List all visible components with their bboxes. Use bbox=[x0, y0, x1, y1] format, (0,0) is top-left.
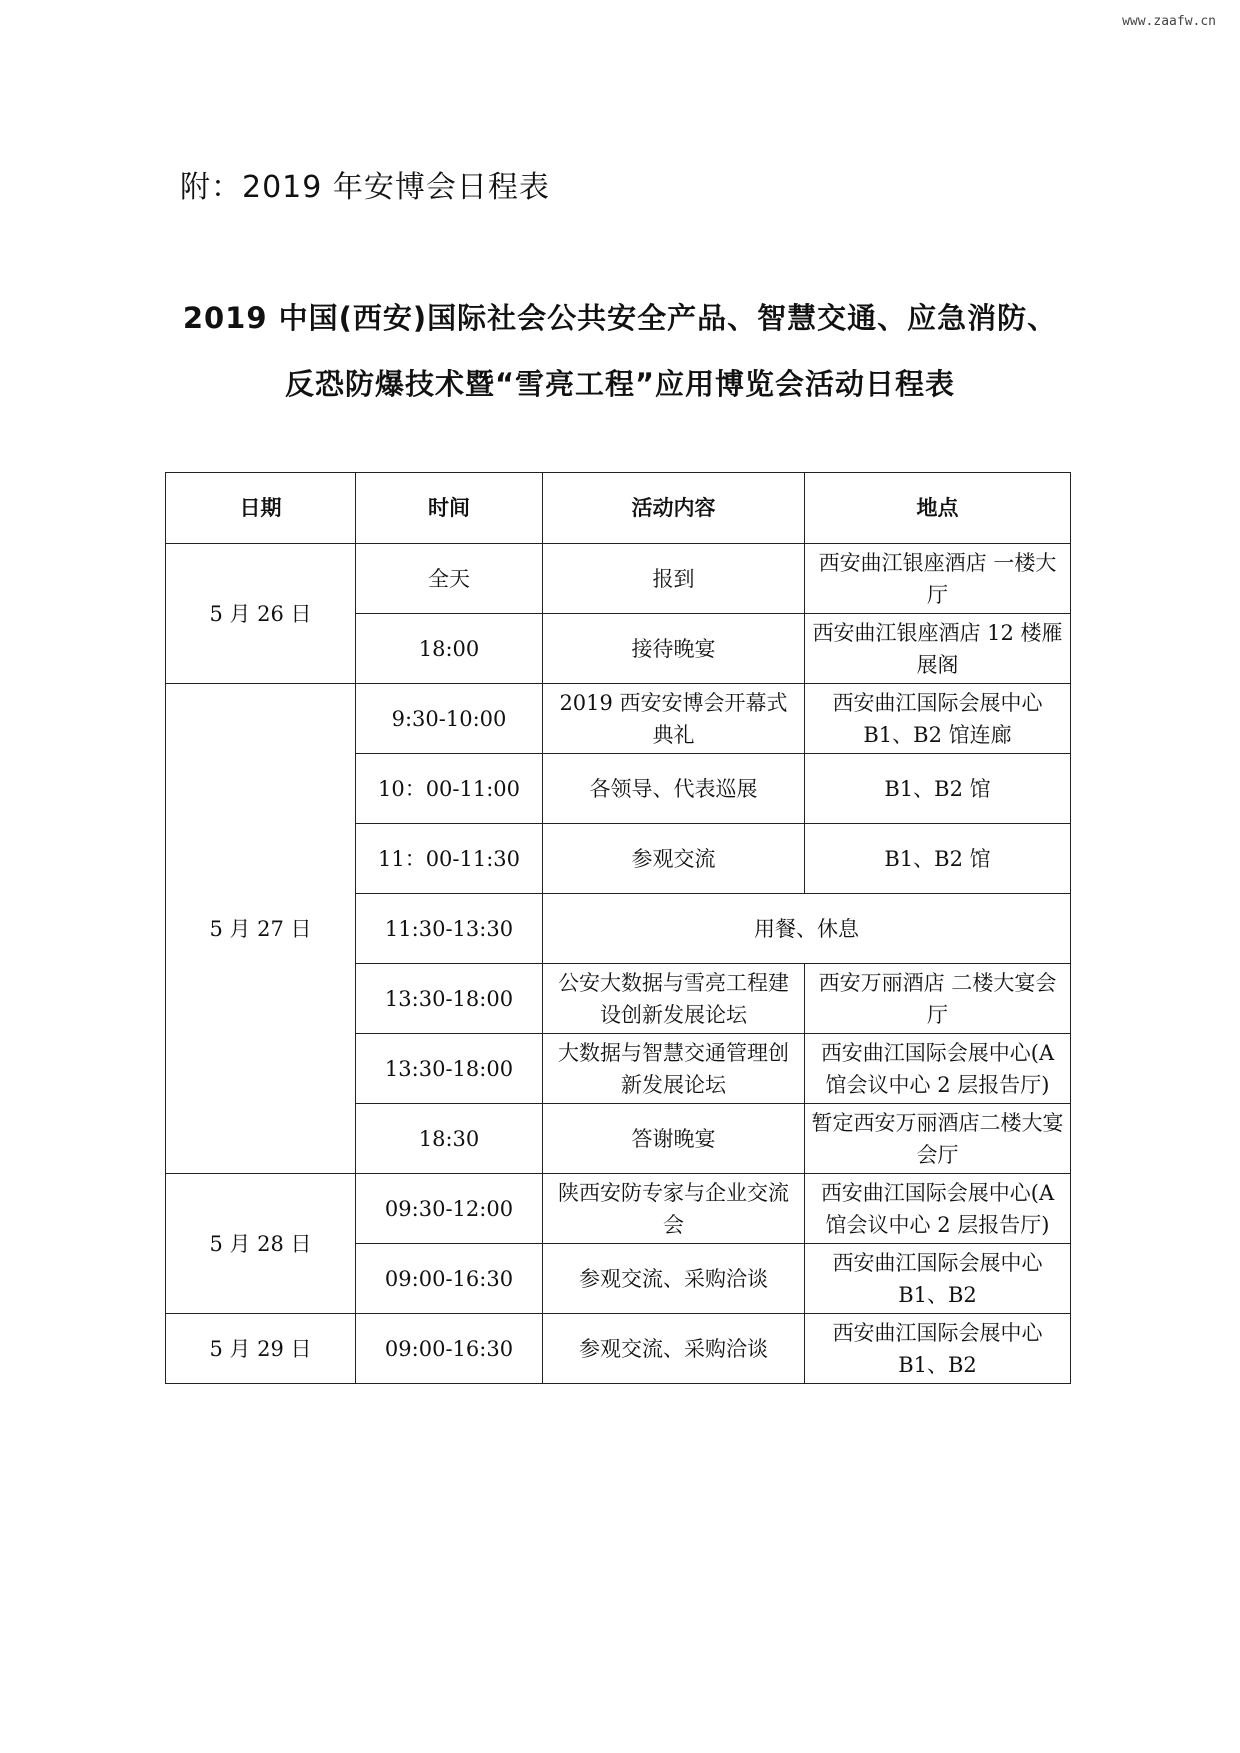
table-row bbox=[166, 1174, 1071, 1244]
date-cell: 5 月 29 日 bbox=[166, 1314, 356, 1384]
location-cell: 西安曲江银座酒店 12 楼雁展阁 bbox=[805, 614, 1071, 684]
location-cell: 西安曲江国际会展中心 B1、B2 馆连廊 bbox=[805, 684, 1071, 754]
header-location: 地点 bbox=[805, 473, 1071, 544]
location-cell: 西安曲江银座酒店 一楼大厅 bbox=[805, 544, 1071, 614]
location-cell: 暂定西安万丽酒店二楼大宴会厅 bbox=[805, 1104, 1071, 1174]
document-title-line1: 2019 中国(西安)国际社会公共安全产品、智慧交通、应急消防、 bbox=[182, 301, 1058, 335]
document-title-line2: 反恐防爆技术暨“雪亮工程”应用博览会活动日程表 bbox=[284, 367, 956, 401]
table-row bbox=[166, 544, 1071, 614]
time-cell: 18:30 bbox=[356, 1104, 543, 1174]
time-cell: 09:00-16:30 bbox=[356, 1314, 543, 1384]
activity-cell: 接待晚宴 bbox=[543, 614, 805, 684]
location-cell: 西安曲江国际会展中心(A 馆会议中心 2 层报告厅) bbox=[805, 1034, 1071, 1104]
watermark: www.zaafw.cn bbox=[1122, 14, 1216, 29]
activity-cell: 2019 西安安博会开幕式典礼 bbox=[543, 684, 805, 754]
location-cell: 西安曲江国际会展中心(A 馆会议中心 2 层报告厅) bbox=[805, 1174, 1071, 1244]
location-cell: 西安曲江国际会展中心 B1、B2 bbox=[805, 1314, 1071, 1384]
activity-cell: 大数据与智慧交通管理创新发展论坛 bbox=[543, 1034, 805, 1104]
location-cell: 西安曲江国际会展中心 B1、B2 bbox=[805, 1244, 1071, 1314]
time-cell: 11：00-11:30 bbox=[356, 824, 543, 894]
date-cell: 5 月 26 日 bbox=[166, 544, 356, 684]
time-cell: 09:00-16:30 bbox=[356, 1244, 543, 1314]
activity-cell: 报到 bbox=[543, 544, 805, 614]
header-row bbox=[166, 473, 1071, 544]
time-cell: 13:30-18:00 bbox=[356, 1034, 543, 1104]
header-activity: 活动内容 bbox=[543, 473, 805, 544]
activity-cell: 用餐、休息 bbox=[543, 894, 1071, 964]
date-cell: 5 月 27 日 bbox=[166, 684, 356, 1174]
time-cell: 11:30-13:30 bbox=[356, 894, 543, 964]
schedule-table bbox=[165, 472, 1071, 1384]
activity-cell: 公安大数据与雪亮工程建设创新发展论坛 bbox=[543, 964, 805, 1034]
activity-cell: 答谢晚宴 bbox=[543, 1104, 805, 1174]
time-cell: 10：00-11:00 bbox=[356, 754, 543, 824]
location-cell: B1、B2 馆 bbox=[805, 754, 1071, 824]
table-row bbox=[166, 684, 1071, 754]
activity-cell: 参观交流、采购洽谈 bbox=[543, 1314, 805, 1384]
header-date: 日期 bbox=[166, 473, 356, 544]
activity-cell: 陕西安防专家与企业交流会 bbox=[543, 1174, 805, 1244]
time-cell: 09:30-12:00 bbox=[356, 1174, 543, 1244]
time-cell: 18:00 bbox=[356, 614, 543, 684]
table-row bbox=[166, 1314, 1071, 1384]
activity-cell: 参观交流 bbox=[543, 824, 805, 894]
time-cell: 全天 bbox=[356, 544, 543, 614]
time-cell: 9:30-10:00 bbox=[356, 684, 543, 754]
annex-heading: 附：2019 年安博会日程表 bbox=[180, 170, 550, 205]
header-time: 时间 bbox=[356, 473, 543, 544]
activity-cell: 参观交流、采购洽谈 bbox=[543, 1244, 805, 1314]
location-cell: 西安万丽酒店 二楼大宴会厅 bbox=[805, 964, 1071, 1034]
time-cell: 13:30-18:00 bbox=[356, 964, 543, 1034]
date-cell: 5 月 28 日 bbox=[166, 1174, 356, 1314]
activity-cell: 各领导、代表巡展 bbox=[543, 754, 805, 824]
location-cell: B1、B2 馆 bbox=[805, 824, 1071, 894]
